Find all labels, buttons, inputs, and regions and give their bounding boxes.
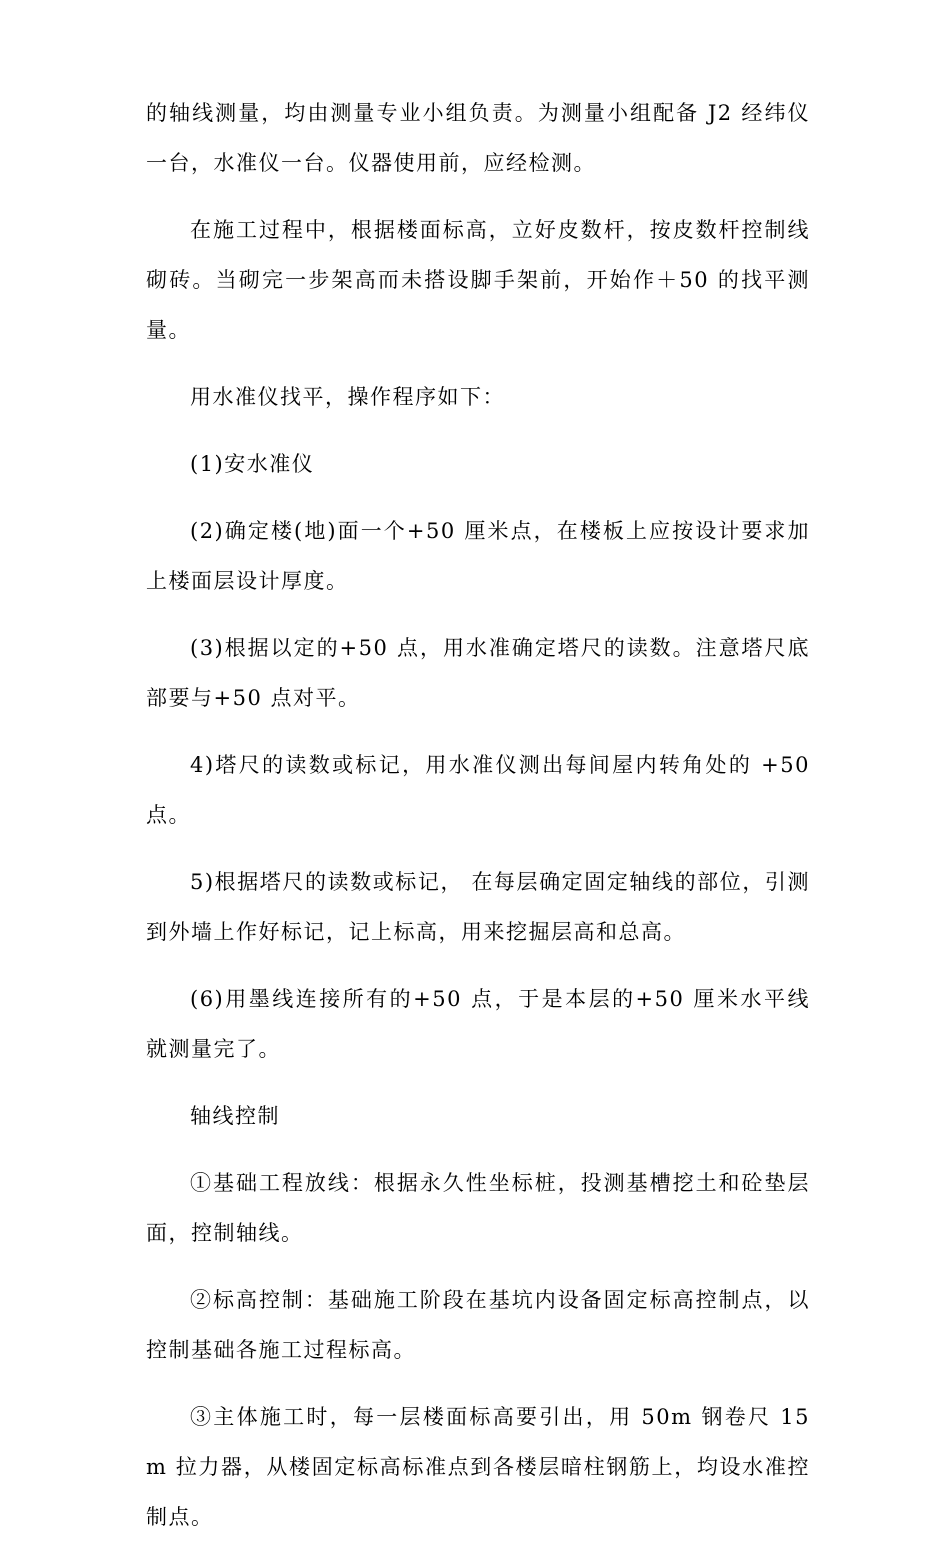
axis-item-2: ②标高控制：基础施工阶段在基坑内设备固定标高控制点，以控制基础各施工过程标高。	[146, 1288, 810, 1362]
step-3: (3)根据以定的+50 点，用水准确定塔尺的读数。注意塔尺底部要与+50 点对平。	[146, 636, 810, 710]
document-body	[146, 88, 810, 1559]
step-2: (2)确定楼(地)面一个+50 厘米点，在楼板上应按设计要求加上楼面层设计厚度。	[146, 519, 810, 593]
paragraph-leveling-intro: 用水准仪找平，操作程序如下：	[190, 385, 505, 409]
paragraph-construction-process: 在施工过程中，根据楼面标高，立好皮数杆，按皮数杆控制线砌砖。当砌完一步架高而未搭设脚手架前，开始作＋50 的找平测量。	[146, 218, 810, 342]
section-heading-axis-control: 轴线控制	[190, 1104, 280, 1128]
step-4: 4)塔尺的读数或标记，用水准仪测出每间屋内转角处的 +50 点。	[146, 753, 810, 827]
axis-item-3: ③主体施工时，每一层楼面标高要引出，用 50m 钢卷尺 15m 拉力器，从楼固定标高标准点到各楼层暗柱钢筋上，均设水准控制点。	[146, 1405, 810, 1529]
paragraph-survey-team: 的轴线测量，均由测量专业小组负责。为测量小组配备 J2 经纬仪一台，水准仪一台。仪器使用前，应经检测。	[146, 101, 810, 175]
step-5: 5)根据塔尺的读数或标记， 在每层确定固定轴线的部位，引测到外墙上作好标记，记上标高，用来挖掘层高和总高。	[146, 870, 810, 944]
step-1: (1)安水准仪	[190, 452, 315, 476]
axis-item-1: ①基础工程放线：根据永久性坐标桩，投测基槽挖土和砼垫层面，控制轴线。	[146, 1171, 810, 1245]
step-6: (6)用墨线连接所有的+50 点，于是本层的+50 厘米水平线就测量完了。	[146, 987, 810, 1061]
